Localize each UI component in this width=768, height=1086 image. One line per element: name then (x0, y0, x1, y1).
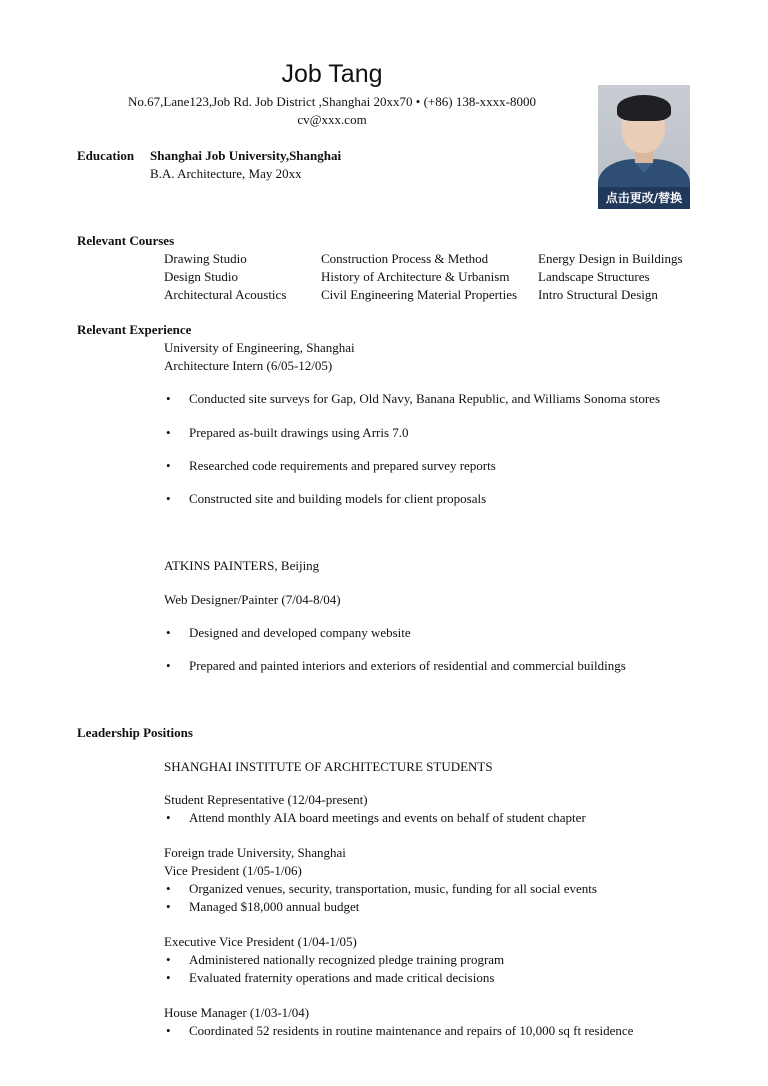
course-item: Intro Structural Design (538, 287, 658, 302)
job-organization: ATKINS PAINTERS, Beijing (164, 558, 320, 573)
leadership-role: House Manager (1/03-1/04) (164, 1005, 310, 1020)
photo-hair (617, 95, 671, 121)
leadership-bullet: • Evaluated fraternity operations and made critical decisions (189, 970, 494, 986)
leadership-organization: SHANGHAI INSTITUTE OF ARCHITECTURE STUDENTS (164, 759, 493, 774)
leadership-role: Executive Vice President (1/04-1/05) (164, 934, 357, 949)
leadership-heading: Leadership Positions (77, 725, 193, 740)
course-item: Design Studio (164, 269, 239, 284)
education-heading: Education (77, 148, 135, 163)
course-item: Drawing Studio (164, 251, 247, 266)
leadership-role: Student Representative (12/04-present) (164, 792, 368, 807)
course-item: History of Architecture & Urbanism (321, 269, 510, 284)
experience-heading: Relevant Experience (77, 322, 192, 337)
course-item: Energy Design in Buildings (538, 251, 683, 266)
job-bullet: • Designed and developed company website (189, 625, 411, 641)
job-title: Web Designer/Painter (7/04-8/04) (164, 592, 341, 607)
job-organization: University of Engineering, Shanghai (164, 340, 355, 355)
leadership-role: Vice President (1/05-1/06) (164, 863, 302, 878)
job-bullet: • Prepared as-built drawings using Arris 7.0 (189, 425, 409, 441)
job-bullet: • Researched code requirements and prepared survey reports (189, 458, 496, 474)
courses-heading: Relevant Courses (77, 233, 175, 248)
leadership-bullet: • Organized venues, security, transportation, music, funding for all social events (189, 881, 597, 897)
course-item: Landscape Structures (538, 269, 650, 284)
job-bullet: • Prepared and painted interiors and exteriors of residential and commercial buildings (189, 658, 626, 674)
job-title: Architecture Intern (6/05-12/05) (164, 358, 333, 373)
leadership-bullet: • Managed $18,000 annual budget (189, 899, 359, 915)
resume-name: Job Tang (281, 60, 383, 88)
education-school: Shanghai Job University,Shanghai (150, 148, 342, 163)
contact-address: No.67,Lane123,Job Rd. Job District ,Shanghai 20xx70 • (+86) 138-xxxx-8000 (128, 94, 536, 109)
photo-replace-caption[interactable]: 点击更改/替换 (598, 187, 690, 209)
leadership-bullet: • Administered nationally recognized pledge training program (189, 952, 504, 968)
contact-email[interactable]: cv@xxx.com (297, 112, 367, 127)
course-item: Construction Process & Method (321, 251, 489, 266)
leadership-bullet: • Attend monthly AIA board meetings and events on behalf of student chapter (189, 810, 586, 826)
leadership-organization: Foreign trade University, Shanghai (164, 845, 346, 860)
leadership-bullet: • Coordinated 52 residents in routine maintenance and repairs of 10,000 sq ft residence (189, 1023, 633, 1039)
profile-photo[interactable] (598, 85, 690, 209)
course-item: Civil Engineering Material Properties (321, 287, 518, 302)
job-bullet: • Constructed site and building models for client proposals (189, 491, 486, 507)
course-item: Architectural Acoustics (164, 287, 287, 302)
job-bullet: • Conducted site surveys for Gap, Old Navy, Banana Republic, and Williams Sonoma stores (189, 391, 660, 407)
education-degree: B.A. Architecture, May 20xx (150, 166, 302, 181)
